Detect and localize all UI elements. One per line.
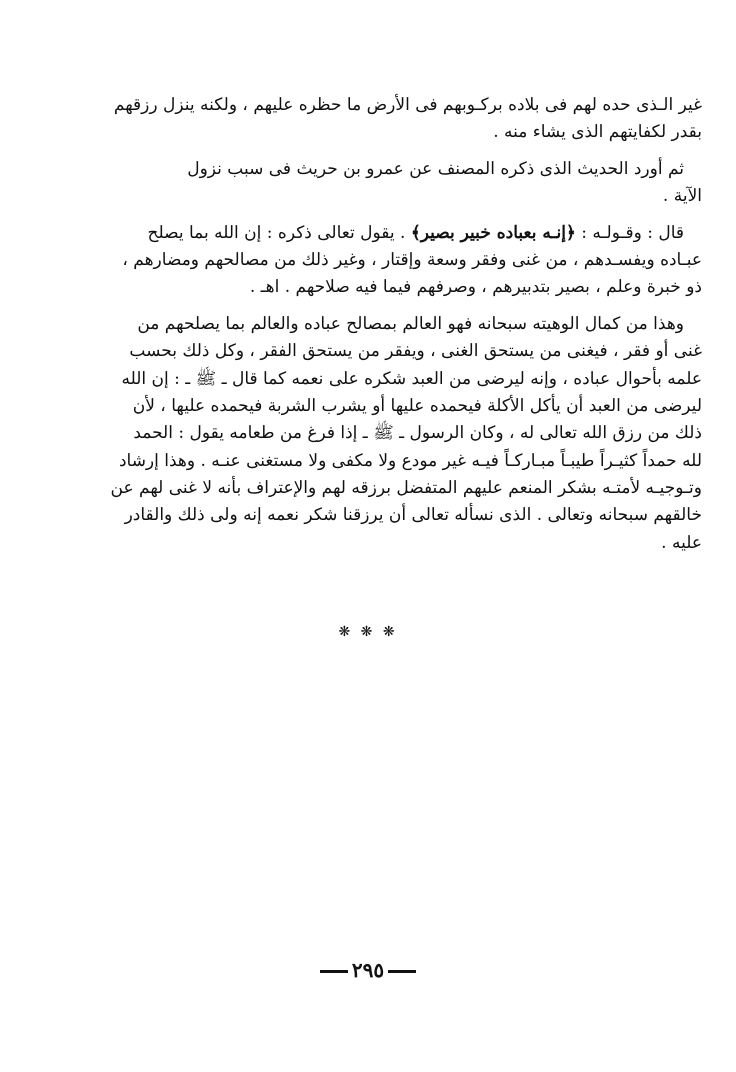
text-line: الآية . [662,186,702,207]
quote-intro: قال : وقـولـه : [581,222,684,243]
text-line: ذلك من رزق الله تعالى له ، وكان الرسول ـ ﷺ ـ إذا فرغ من طعامه يقول : الحمد [133,423,702,444]
text-line: ثم أورد الحديث الذى ذكره المصنف عن عمرو بن حريث فى سبب نزول [187,158,684,179]
body-text [26,92,702,557]
text-line: علمه بأحوال عباده ، وإنه ليرضى من العبد شكره على نعمه كما قال ـ ﷺ ـ : إن الله [121,368,702,389]
quran-verse: ﴿إنـه بعباده خبير بصير﴾ [410,222,576,243]
section-separator: ❋ ❋ ❋ [338,624,398,640]
text-line: وهذا من كمال الوهيته سبحانه فهو العالم بمصالح عباده والعالم بما يصلحهم من [137,313,684,334]
text-line: ذو خبرة وعلم ، بصير بتدبيرهم ، وصرفهم فيما فيه صلاحهم . اهـ . [249,277,702,298]
page-number-text: ٢٩٥ [351,958,385,982]
text-line: وتـوجيـه لأمتـه بشكر المنعم عليهم المتفضل برزقه لهم والإعتراف بأنه لا غنى لهم عن [110,478,702,499]
text-line: لله حمداً كثيـراً طيبـاً مبـاركـاً فيـه غير مودع ولا مكفى ولا مستغنى عنـه . وهذا إرشاد [118,450,702,471]
text-line: ليرضى من العبد أن يأكل الأكلة فيحمده عليها أو يشرب الشربة فيحمده عليها ، لأن [132,395,702,416]
dash-right [320,970,348,973]
text-line: عبـاده ويفسـدهم ، من غنى وفقر وسعة وإقتار ، وغير ذلك من مصالحهم ومضارهم ، [122,249,702,270]
page-number [0,958,736,982]
text-line [26,220,702,247]
quote-rest: . يقول تعالى ذكره : إن الله بما يصلح [147,222,406,243]
text-line: عليه . [661,532,702,553]
text-line: غير الـذى حده لهم فى بلاده بركـوبهم فى الأرض ما حظره عليهم ، ولكنه ينزل رزقهم [113,95,702,115]
text-line: بقدر لكفايتهم الذى يشاء منه . [493,122,702,143]
dash-left [388,970,416,973]
text-line: غنى أو فقر ، فيغنى من يستحق الغنى ، ويفقر من يستحق الفقر ، وكل ذلك بحسب [129,341,702,362]
text-line: خالقهم سبحانه وتعالى . الذى نسأله تعالى أن يرزقنا شكر نعمه إنه ولى ذلك والقادر [124,505,702,526]
